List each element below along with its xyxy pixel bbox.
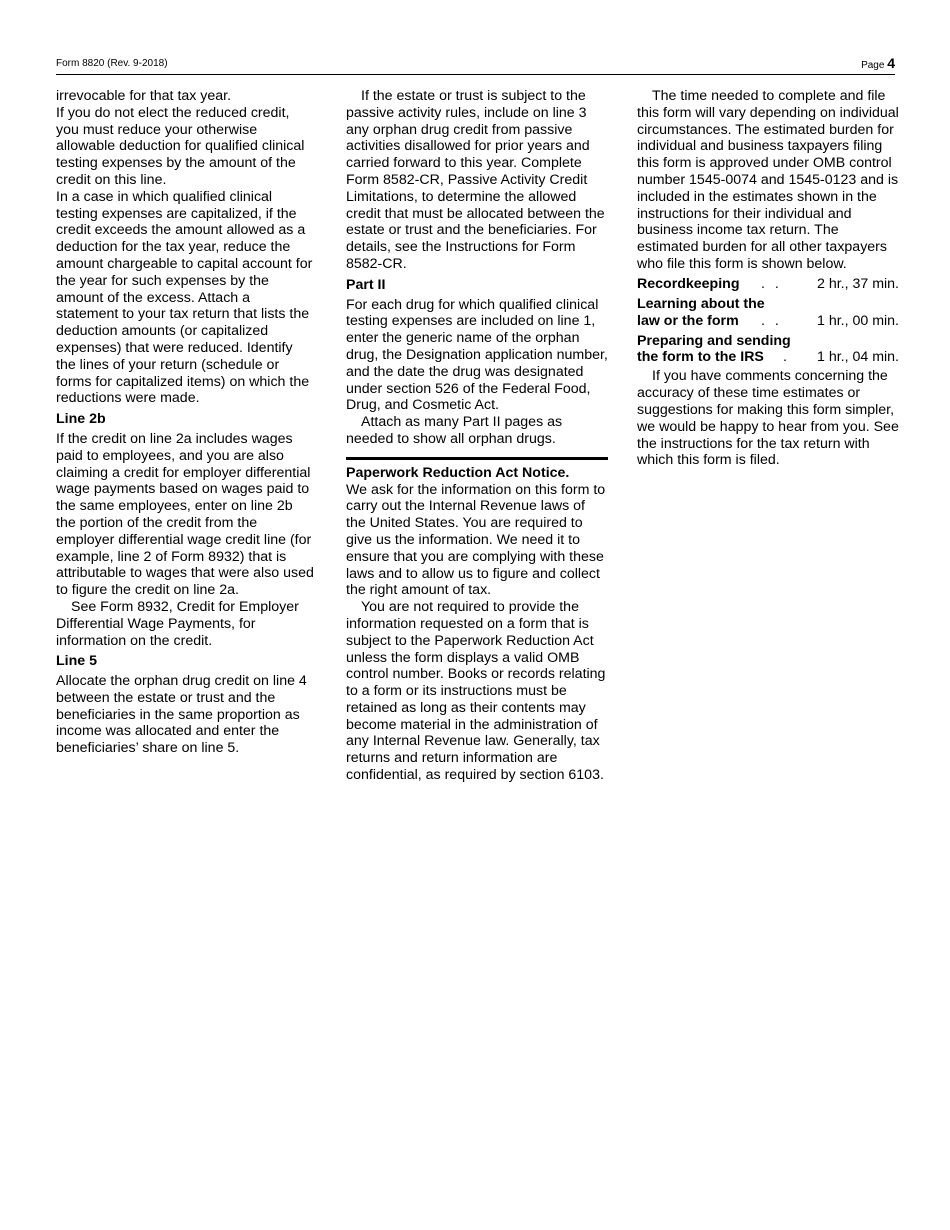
paragraph: The time needed to complete and file this form will vary depending on individual circumstances. The estimated burden for individual and business taxpayers filing this form is approved under OMB control number 1545-0074 and 1545-0123 and is included in the estimates shown in the instructions for their individual and business income tax return. The estimated burden for all other taxpayers who file this form is shown below. <box>637 88 899 272</box>
burden-label: Preparing and sending <box>637 332 791 349</box>
burden-table <box>637 276 899 367</box>
burden-label: law or the form <box>637 312 739 329</box>
page-header <box>56 54 895 75</box>
column-2 <box>346 88 608 784</box>
paperwork-paragraph <box>346 465 608 599</box>
paragraph: In a case in which qualified clinical testing expenses are capitalized, if the credit exceeds the amount allowed as a deduction for the tax year, reduce the amount chargeable to capital account for the year for such expenses by the amount of the excess. Attach a statement to your tax return that lists the deduction amounts (or capitalized expenses) that were reduced. Identify the lines of your return (schedule or forms for capitalized items) on which the reductions were made. <box>56 188 313 407</box>
burden-value: 1 hr., 00 min. <box>816 312 899 329</box>
paragraph: Allocate the orphan drug credit on line 4 between the estate or trust and the beneficiaries in the same proportion as income was allocated and enter the beneficiaries’ share on line 5. <box>56 673 307 757</box>
paragraph: We ask for the information on this form to carry out the Internal Revenue laws of the United States. You are required to give us the information. We need it to ensure that you are complying with these laws and to allow us to figure and collect the right amount of tax. <box>346 481 606 599</box>
column-3 <box>637 88 899 469</box>
column-1 <box>56 88 316 757</box>
burden-label: Learning about the <box>637 295 765 312</box>
burden-label: Recordkeeping <box>637 275 740 292</box>
section-heading-line-2b: Line 2b <box>56 411 106 428</box>
page-number: 4 <box>887 55 895 71</box>
page-number-label <box>861 55 895 71</box>
paragraph: You are not required to provide the information requested on a form that is subject to the Paperwork Reduction Act unless the form displays a valid OMB control number. Books or records relating to a form or its instructions must be retained as long as their contents may become material in the administration of any Internal Revenue law. Generally, tax returns and return information are confidential, as required by section 6103. <box>346 599 606 784</box>
leader-dots: . . <box>761 312 782 329</box>
leader-dots: . . <box>761 275 782 292</box>
burden-row-learning <box>637 313 899 330</box>
form-identifier: Form 8820 (Rev. 9-2018) <box>56 58 168 69</box>
paragraph: See Form 8932, Credit for Employer Differential Wage Payments, for information on the credit. <box>56 598 299 649</box>
paragraph: If you have comments concerning the accuracy of these time estimates or suggestions for making this form simpler, we would be happy to hear from you. See the instructions for the tax return with which this form is filed. <box>637 368 899 469</box>
paragraph: If the credit on line 2a includes wages paid to employees, and you are also claiming a credit for employer differential wage payments based on wages paid to the same employees, enter on line 2b the portion of the credit from the employer differential wage credit line (for example, line 2 of Form 8932) that is attributable to wages that were also used to figure the credit on line 2a. <box>56 430 314 599</box>
burden-row-recordkeeping <box>637 276 899 293</box>
burden-value: 2 hr., 37 min. <box>816 275 899 292</box>
paragraph: For each drug for which qualified clinical testing expenses are included on line 1, enter the generic name of the orphan drug, the Designation application number, and the date the drug was designated under section 526 of the Federal Food, Drug, and Cosmetic Act. <box>346 296 608 414</box>
paragraph: If the estate or trust is subject to the passive activity rules, include on line 3 any orphan drug credit from passive activities disallowed for prior years and carried forward to this year. Complete Form 8582-CR, Passive Activity Credit Limitations, to determine the allowed credit that must be allocated between the estate or trust and the beneficiaries. For details, see the Instructions for Form 8582-CR. <box>346 88 605 272</box>
burden-row-preparing <box>637 349 899 366</box>
section-heading-paperwork: Paperwork Reduction Act Notice. <box>346 464 570 481</box>
burden-label: the form to the IRS <box>637 349 764 366</box>
paragraph: If you do not elect the reduced credit, you must reduce your otherwise allowable deduction for qualified clinical testing expenses by the amount of the credit on this line. <box>56 104 305 188</box>
leader-dots: . <box>783 349 790 366</box>
burden-value: 1 hr., 04 min. <box>816 349 899 366</box>
paragraph: irrevocable for that tax year. <box>56 88 232 104</box>
paragraph: Attach as many Part II pages as needed to show all orphan drugs. <box>346 414 563 447</box>
section-heading-line-5: Line 5 <box>56 653 97 670</box>
section-heading-part-2: Part II <box>346 276 386 293</box>
page-label: Page <box>861 60 885 71</box>
paperwork-section <box>346 457 608 599</box>
